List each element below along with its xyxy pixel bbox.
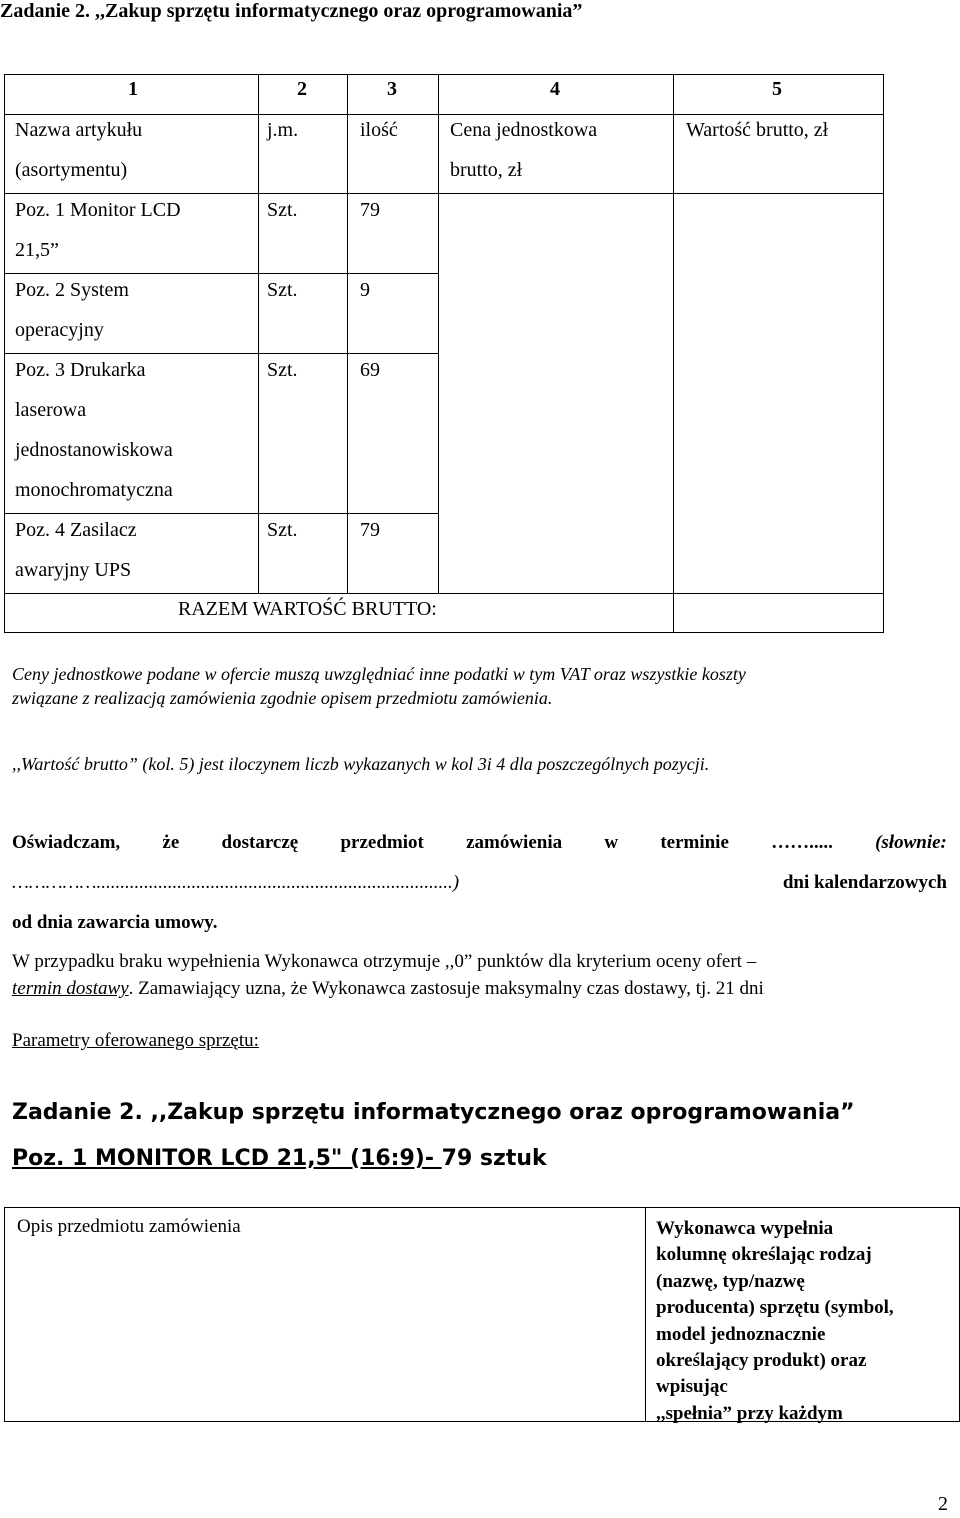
delivery-term-link: termin dostawy xyxy=(12,978,129,999)
row-name: awaryjny UPS xyxy=(15,559,132,581)
declaration-line xyxy=(12,872,947,894)
declaration-word: terminie xyxy=(660,832,729,853)
table-border xyxy=(4,593,884,594)
contractor-header-line: Wykonawca wypełnia xyxy=(656,1218,834,1239)
contractor-header xyxy=(656,1216,894,1427)
column-number: 3 xyxy=(387,78,397,100)
header-price: Cena jednostkowa xyxy=(450,119,598,141)
contractor-header-line: producenta) sprzętu (symbol, xyxy=(656,1297,894,1319)
params-heading: Parametry oferowanego sprzętu: xyxy=(12,1030,259,1051)
table-border xyxy=(4,353,438,354)
column-number: 1 xyxy=(128,78,138,100)
row-name: operacyjny xyxy=(15,319,104,341)
section-title: Zadanie 2. ,,Zakup sprzętu informatycznego oraz oprogramowania” xyxy=(12,1100,855,1125)
page-title: Zadanie 2. ,,Zakup sprzętu informatycznego oraz oprogramowania” xyxy=(0,0,583,22)
contractor-header-line: (nazwę, typ/nazwę xyxy=(656,1270,805,1292)
table-border xyxy=(4,193,884,194)
row-qty: 9 xyxy=(360,279,370,301)
price-table xyxy=(4,74,884,633)
row-qty: 79 xyxy=(360,519,380,541)
row-unit: Szt. xyxy=(267,199,298,221)
contractor-header-line: wpisując xyxy=(656,1376,728,1398)
header-unit: j.m. xyxy=(267,119,299,141)
column-number: 5 xyxy=(772,78,782,100)
declaration-word: (słownie: xyxy=(875,832,947,853)
declaration-line: od dnia zawarcia umowy. xyxy=(12,912,218,933)
declaration-line xyxy=(12,832,947,854)
penalty-line: W przypadku braku wypełnienia Wykonawca otrzymuje ,,0” punktów dla kryterium oceny ofert – xyxy=(12,951,757,972)
table-border xyxy=(4,513,438,514)
subtitle-position: Poz. 1 MONITOR LCD 21,5" (16:9)- xyxy=(12,1146,442,1171)
contractor-header-line: model jednoznacznie xyxy=(656,1323,826,1345)
description-header: Opis przedmiotu zamówienia xyxy=(17,1216,241,1237)
contractor-header-line: ,,spełnia” przy każdym xyxy=(656,1402,843,1424)
row-name: Poz. 3 Drukarka xyxy=(15,359,146,381)
table-border xyxy=(4,74,884,75)
header-name: (asortymentu) xyxy=(15,159,128,181)
declaration-word: ……..... xyxy=(771,832,833,853)
declaration-word: przedmiot xyxy=(340,832,424,853)
penalty-rest: . Zamawiający uzna, że Wykonawca zastosuje maksymalny czas dostawy, tj. 21 dni xyxy=(128,978,764,999)
declaration-word: dostarczę xyxy=(221,832,299,853)
declaration-suffix: dni kalendarzowych xyxy=(782,872,947,893)
declaration-dots: ……………...........................................................................) xyxy=(12,872,460,893)
specification-table xyxy=(4,1207,960,1422)
subtitle-qty: 79 sztuk xyxy=(441,1146,547,1171)
header-value: Wartość brutto, zł xyxy=(686,119,829,141)
row-qty: 69 xyxy=(360,359,380,381)
penalty-line xyxy=(12,978,764,1000)
row-unit: Szt. xyxy=(267,359,298,381)
row-name: Poz. 4 Zasilacz xyxy=(15,519,137,541)
total-label: RAZEM WARTOŚĆ BRUTTO: xyxy=(178,598,437,620)
table-border xyxy=(347,74,348,594)
contractor-header-line: kolumnę określając rodzaj xyxy=(656,1244,872,1266)
table-border xyxy=(438,74,439,594)
note-line: związane z realizacją zamówienia zgodnie opisem przedmiotu zamówienia. xyxy=(12,688,553,708)
contractor-header-line: określający produkt) oraz xyxy=(656,1350,867,1372)
row-qty: 79 xyxy=(360,199,380,221)
note-line: Ceny jednostkowe podane w ofercie muszą uwzględniać inne podatki w tym VAT oraz wszystkie koszty xyxy=(12,664,746,684)
header-qty: ilość xyxy=(360,119,398,141)
row-name: jednostanowiskowa xyxy=(15,439,173,461)
row-name: Poz. 1 Monitor LCD xyxy=(15,199,181,221)
table-border xyxy=(4,273,438,274)
declaration-word: że xyxy=(162,832,180,853)
row-unit: Szt. xyxy=(267,519,298,541)
column-number: 2 xyxy=(297,78,307,100)
row-name: Poz. 2 System xyxy=(15,279,129,301)
table-border xyxy=(645,1208,646,1421)
table-border xyxy=(4,632,884,633)
declaration-word: w xyxy=(604,832,619,853)
declaration-word: Oświadczam, xyxy=(12,832,121,853)
table-border xyxy=(4,114,884,115)
header-price: brutto, zł xyxy=(450,159,523,181)
row-name: monochromatyczna xyxy=(15,479,173,501)
header-name: Nazwa artykułu xyxy=(15,119,143,141)
table-border xyxy=(673,74,674,633)
column-number: 4 xyxy=(550,78,560,100)
page-number: 2 xyxy=(938,1493,948,1515)
row-name: laserowa xyxy=(15,399,87,421)
table-border xyxy=(258,74,259,594)
section-subtitle xyxy=(12,1146,547,1171)
row-unit: Szt. xyxy=(267,279,298,301)
note-line: ,,Wartość brutto” (kol. 5) jest iloczynem liczb wykazanych w kol 3i 4 dla poszczególnych pozycji. xyxy=(12,754,710,774)
table-border xyxy=(883,74,884,633)
declaration-word: zamówienia xyxy=(466,832,563,853)
row-name: 21,5” xyxy=(15,239,59,261)
